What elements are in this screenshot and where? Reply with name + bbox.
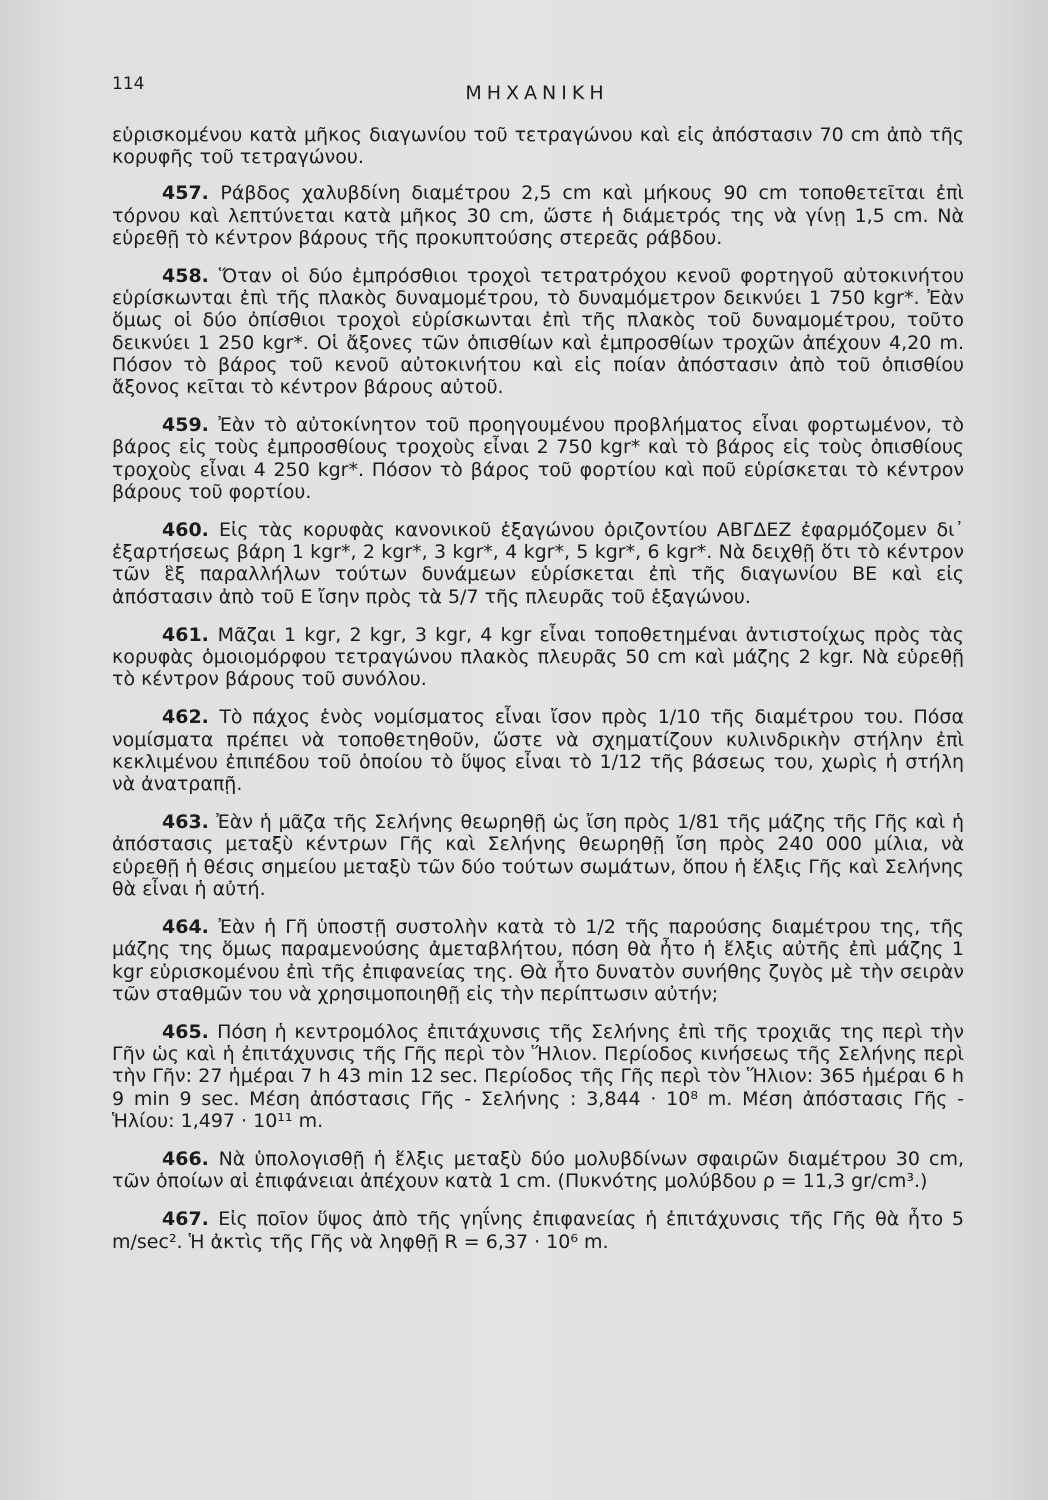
problem-number: 461 <box>162 623 202 646</box>
problem-number: 465 <box>162 1020 202 1043</box>
problem-text: Ἐὰν ἡ μᾶζα τῆς Σελήνης θεωρηθῇ ὡς ἴση πρὸς 1/81 τῆς μάζης τῆς Γῆς καὶ ἡ ἀπόστασις μεταξὺ κέντρων Γῆς καὶ Σελήνης θεωρηθῇ ἴση πρὸς 240 000 μίλια, νὰ εὑρεθῇ ἡ θέσις σημείου μεταξὺ τῶν δύο τούτων σωμάτων, ὅπου ἡ ἕλξις Γῆς καὶ Σελήνης θὰ εἶναι ἡ αὐτή. <box>112 811 964 900</box>
problem-number: 457 <box>162 182 202 205</box>
running-head: ΜΗΧΑΝΙΚΗ <box>465 82 609 104</box>
problem-467: 467. Εἰς ποῖον ὕψος ἀπὸ τῆς γηΐνης ἐπιφανείας ἡ ἐπιτάχυνσις τῆς Γῆς θὰ ἦτο 5 m/sec². Ἡ ἀκτὶς τῆς Γῆς νὰ ληφθῇ R = 6,37 · 10⁶ m. <box>112 1208 964 1253</box>
problem-number: 463 <box>162 811 202 834</box>
problem-457: 457. Ράβδος χαλυβδίνη διαμέτρου 2,5 cm καὶ μήκους 90 cm τοποθετεῖται ἐπὶ τόρνου καὶ λεπτύνεται κατὰ μῆκος 30 cm, ὥστε ἡ διάμετρός της νὰ γίνῃ 1,5 cm. Νὰ εὑρεθῇ τὸ κέντρον βάρους τῆς προκυπτούσης στερεᾶς ράβδου. <box>112 182 964 249</box>
problem-text: Εἰς ποῖον ὕψος ἀπὸ τῆς γηΐνης ἐπιφανείας ἡ ἐπιτάχυνσις τῆς Γῆς θὰ ἦτο 5 m/sec². Ἡ ἀκτὶς τῆς Γῆς νὰ ληφθῇ R = 6,37 · 10⁶ m. <box>112 1208 964 1253</box>
problem-text: Τὸ πάχος ἑνὸς νομίσματος εἶναι ἴσον πρὸς 1/10 τῆς διαμέτρου του. Πόσα νομίσματα πρέπει νὰ τοποθετηθοῦν, ὥστε νὰ σχηματίζουν κυλινδρικὴν στήλην ἐπὶ κεκλιμένου ἐπιπέδου τοῦ ὁποίου τὸ ὕψος εἶναι τὸ 1/12 τῆς βάσεως του, χωρὶς ἡ στήλη νὰ ἀνατραπῇ. <box>112 706 964 796</box>
problem-text: Μᾶζαι 1 kgr, 2 kgr, 3 kgr, 4 kgr εἶναι τοποθετημέναι ἀντιστοίχως πρὸς τὰς κορυφὰς ὁμοιομόρφου τετραγώνου πλακὸς πλευρᾶς 50 cm καὶ μάζης 2 kgr. Νὰ εὑρεθῇ τὸ κέντρον βάρους τοῦ συνόλου. <box>112 623 964 691</box>
page-header <box>112 74 962 114</box>
problem-number: 464 <box>162 916 202 939</box>
problem-text: Εἰς τὰς κορυφὰς κανονικοῦ ἑξαγώνου ὁριζοντίου ΑΒΓΔΕΖ ἐφαρμόζομεν δι᾿ ἐξαρτήσεως βάρη 1 kgr*, 2 kgr*, 3 kgr*, 4 kgr*, 5 kgr*, 6 kgr*. Νὰ δειχθῇ ὅτι τὸ κέντρον τῶν ἓξ παραλλήλων τούτων δυνάμεων εὑρίσκεται ἐπὶ τῆς διαγωνίου ΒΕ καὶ εἰς ἀπόστασιν ἀπὸ τοῦ Ε ἴσην πρὸς τὰ 5/7 τῆς πλευρᾶς τοῦ ἑξαγώνου. <box>112 519 964 608</box>
problem-text: Νὰ ὑπολογισθῇ ἡ ἕλξις μεταξὺ δύο μολυβδίνων σφαιρῶν διαμέτρου 30 cm, τῶν ὁποίων αἱ ἐπιφάνειαι ἀπέχουν κατὰ 1 cm. (Πυκνότης μολύβδου ρ = 11,3 gr/cm³.) <box>112 1147 964 1193</box>
problem-number: 467 <box>162 1208 202 1231</box>
problem-number: 460 <box>162 519 202 542</box>
problem-460: 460. Εἰς τὰς κορυφὰς κανονικοῦ ἑξαγώνου ὁριζοντίου ΑΒΓΔΕΖ ἐφαρμόζομεν δι᾿ ἐξαρτήσεως βάρη 1 kgr*, 2 kgr*, 3 kgr*, 4 kgr*, 5 kgr*, 6 kgr*. Νὰ δειχθῇ ὅτι τὸ κέντρον τῶν ἓξ παραλλήλων τούτων δυνάμεων εὑρίσκεται ἐπὶ τῆς διαγωνίου ΒΕ καὶ εἰς ἀπόστασιν ἀπὸ τοῦ Ε ἴσην πρὸς τὰ 5/7 τῆς πλευρᾶς τοῦ ἑξαγώνου. <box>112 519 964 608</box>
problem-464: 464. Ἐὰν ἡ Γῆ ὑποστῇ συστολὴν κατὰ τὸ 1/2 τῆς παρούσης διαμέτρου της, τῆς μάζης της ὅμως παραμενούσης ἀμεταβλήτου, πόση θὰ ἦτο ἡ ἕλξις αὐτῆς ἐπὶ μάζης 1 kgr εὑρισκομένου ἐπὶ τῆς ἐπιφανείας της. Θὰ ἦτο δυνατὸν συνήθης ζυγὸς μὲ τὴν σειρὰν τῶν σταθμῶν του νὰ χρησιμοποιηθῇ εἰς τὴν περίπτωσιν αὐτήν; <box>112 916 964 1005</box>
problem-463: 463. Ἐὰν ἡ μᾶζα τῆς Σελήνης θεωρηθῇ ὡς ἴση πρὸς 1/81 τῆς μάζης τῆς Γῆς καὶ ἡ ἀπόστασις μεταξὺ κέντρων Γῆς καὶ Σελήνης θεωρηθῇ ἴση πρὸς 240 000 μίλια, νὰ εὑρεθῇ ἡ θέσις σημείου μεταξὺ τῶν δύο τούτων σωμάτων, ὅπου ἡ ἕλξις Γῆς καὶ Σελήνης θὰ εἶναι ἡ αὐτή. <box>112 811 964 900</box>
problem-number: 462 <box>162 706 202 729</box>
problem-462: 462. Τὸ πάχος ἑνὸς νομίσματος εἶναι ἴσον πρὸς 1/10 τῆς διαμέτρου του. Πόσα νομίσματα πρέπει νὰ τοποθετηθοῦν, ὥστε νὰ σχηματίζουν κυλινδρικὴν στήλην ἐπὶ κεκλιμένου ἐπιπέδου τοῦ ὁποίου τὸ ὕψος εἶναι τὸ 1/12 τῆς βάσεως του, χωρὶς ἡ στήλη νὰ ἀνατραπῇ. <box>112 706 964 796</box>
problem-text: Ἐὰν τὸ αὐτοκίνητον τοῦ προηγουμένου προβλήματος εἶναι φορτωμένον, τὸ βάρος εἰς τοὺς ἐμπροσθίους τροχοὺς εἶναι 2 750 kgr* καὶ τὸ βάρος εἰς τοὺς ὀπισθίους τροχοὺς εἶναι 4 250 kgr*. Πόσον τὸ βάρος τοῦ φορτίου καὶ ποῦ εὑρίσκεται τὸ κέντρον βάρους τοῦ φορτίου. <box>112 414 964 503</box>
page-content <box>112 124 964 1269</box>
intro-paragraph: εὑρισκομένου κατὰ μῆκος διαγωνίου τοῦ τετραγώνου καὶ εἰς ἀπόστασιν 70 cm ἀπὸ τῆς κορυφῆς τοῦ τετραγώνου. <box>112 124 964 169</box>
problem-461: 461. Μᾶζαι 1 kgr, 2 kgr, 3 kgr, 4 kgr εἶναι τοποθετημέναι ἀντιστοίχως πρὸς τὰς κορυφὰς ὁμοιομόρφου τετραγώνου πλακὸς πλευρᾶς 50 cm καὶ μάζης 2 kgr. Νὰ εὑρεθῇ τὸ κέντρον βάρους τοῦ συνόλου. <box>112 623 964 691</box>
problem-number: 466 <box>162 1147 202 1170</box>
problem-number: 458 <box>162 265 202 288</box>
problem-number: 459 <box>162 414 202 437</box>
problem-466: 466. Νὰ ὑπολογισθῇ ἡ ἕλξις μεταξὺ δύο μολυβδίνων σφαιρῶν διαμέτρου 30 cm, τῶν ὁποίων αἱ ἐπιφάνειαι ἀπέχουν κατὰ 1 cm. (Πυκνότης μολύβδου ρ = 11,3 gr/cm³.) <box>112 1147 964 1193</box>
problem-text: Ράβδος χαλυβδίνη διαμέτρου 2,5 cm καὶ μήκους 90 cm τοποθετεῖται ἐπὶ τόρνου καὶ λεπτύνεται κατὰ μῆκος 30 cm, ὥστε ἡ διάμετρός της νὰ γίνῃ 1,5 cm. Νὰ εὑρεθῇ τὸ κέντρον βάρους τῆς προκυπτούσης στερεᾶς ράβδου. <box>112 182 964 249</box>
problem-text: Πόση ἡ κεντρομόλος ἐπιτάχυνσις τῆς Σελήνης ἐπὶ τῆς τροχιᾶς της περὶ τὴν Γῆν ὡς καὶ ἡ ἐπιτάχυνσις τῆς Γῆς περὶ τὸν Ἥλιον. Περίοδος κινήσεως τῆς Σελήνης περὶ τὴν Γῆν: 27 ἡμέραι 7 h 43 min 12 sec. Περίοδος τῆς Γῆς περὶ τὸν Ἥλιον: 365 ἡμέραι 6 h 9 min 9 sec. Μέση ἀπόστασις Γῆς - Σελήνης : 3,844 · 10⁸ m. Μέση ἀπόστασις Γῆς - Ἡλίου: 1,497 · 10¹¹ m. <box>112 1020 964 1132</box>
problem-text: Ὅταν οἱ δύο ἐμπρόσθιοι τροχοὶ τετρατρόχου κενοῦ φορτηγοῦ αὐτοκινήτου εὑρίσκωνται ἐπὶ τῆς πλακὸς δυναμομέτρου, τὸ δυναμόμετρον δεικνύει 1 750 kgr*. Ἐὰν ὅμως οἱ δύο ὀπίσθιοι τροχοὶ εὑρίσκωνται ἐπὶ τῆς πλακὸς τοῦ δυναμομέτρου, τοῦτο δεικνύει 1 250 kgr*. Οἱ ἄξονες τῶν ὀπισθίων καὶ ἐμπροσθίων τροχῶν ἀπέχουν 4,20 m. Πόσον τὸ βάρος τοῦ κενοῦ αὐτοκινήτου καὶ εἰς ποίαν ἀπόστασιν ἀπὸ τοῦ ὀπισθίου ἄξονος κεῖται τὸ κέντρον βάρους αὐτοῦ. <box>112 265 964 399</box>
problem-458: 458. Ὅταν οἱ δύο ἐμπρόσθιοι τροχοὶ τετρατρόχου κενοῦ φορτηγοῦ αὐτοκινήτου εὑρίσκωνται ἐπὶ τῆς πλακὸς δυναμομέτρου, τὸ δυναμόμετρον δεικνύει 1 750 kgr*. Ἐὰν ὅμως οἱ δύο ὀπίσθιοι τροχοὶ εὑρίσκωνται ἐπὶ τῆς πλακὸς τοῦ δυναμομέτρου, τοῦτο δεικνύει 1 250 kgr*. Οἱ ἄξονες τῶν ὀπισθίων καὶ ἐμπροσθίων τροχῶν ἀπέχουν 4,20 m. Πόσον τὸ βάρος τοῦ κενοῦ αὐτοκινήτου καὶ εἰς ποίαν ἀπόστασιν ἀπὸ τοῦ ὀπισθίου ἄξονος κεῖται τὸ κέντρον βάρους αὐτοῦ. <box>112 265 964 399</box>
problem-459: 459. Ἐὰν τὸ αὐτοκίνητον τοῦ προηγουμένου προβλήματος εἶναι φορτωμένον, τὸ βάρος εἰς τοὺς ἐμπροσθίους τροχοὺς εἶναι 2 750 kgr* καὶ τὸ βάρος εἰς τοὺς ὀπισθίους τροχοὺς εἶναι 4 250 kgr*. Πόσον τὸ βάρος τοῦ φορτίου καὶ ποῦ εὑρίσκεται τὸ κέντρον βάρους τοῦ φορτίου. <box>112 414 964 503</box>
problem-465: 465. Πόση ἡ κεντρομόλος ἐπιτάχυνσις τῆς Σελήνης ἐπὶ τῆς τροχιᾶς της περὶ τὴν Γῆν ὡς καὶ ἡ ἐπιτάχυνσις τῆς Γῆς περὶ τὸν Ἥλιον. Περίοδος κινήσεως τῆς Σελήνης περὶ τὴν Γῆν: 27 ἡμέραι 7 h 43 min 12 sec. Περίοδος τῆς Γῆς περὶ τὸν Ἥλιον: 365 ἡμέραι 6 h 9 min 9 sec. Μέση ἀπόστασις Γῆς - Σελήνης : 3,844 · 10⁸ m. Μέση ἀπόστασις Γῆς - Ἡλίου: 1,497 · 10¹¹ m. <box>112 1020 964 1132</box>
problem-text: Ἐὰν ἡ Γῆ ὑποστῇ συστολὴν κατὰ τὸ 1/2 τῆς παρούσης διαμέτρου της, τῆς μάζης της ὅμως παραμενούσης ἀμεταβλήτου, πόση θὰ ἦτο ἡ ἕλξις αὐτῆς ἐπὶ μάζης 1 kgr εὑρισκομένου ἐπὶ τῆς ἐπιφανείας της. Θὰ ἦτο δυνατὸν συνήθης ζυγὸς μὲ τὴν σειρὰν τῶν σταθμῶν του νὰ χρησιμοποιηθῇ εἰς τὴν περίπτωσιν αὐτήν; <box>112 916 964 1005</box>
page-number: 114 <box>112 74 145 94</box>
